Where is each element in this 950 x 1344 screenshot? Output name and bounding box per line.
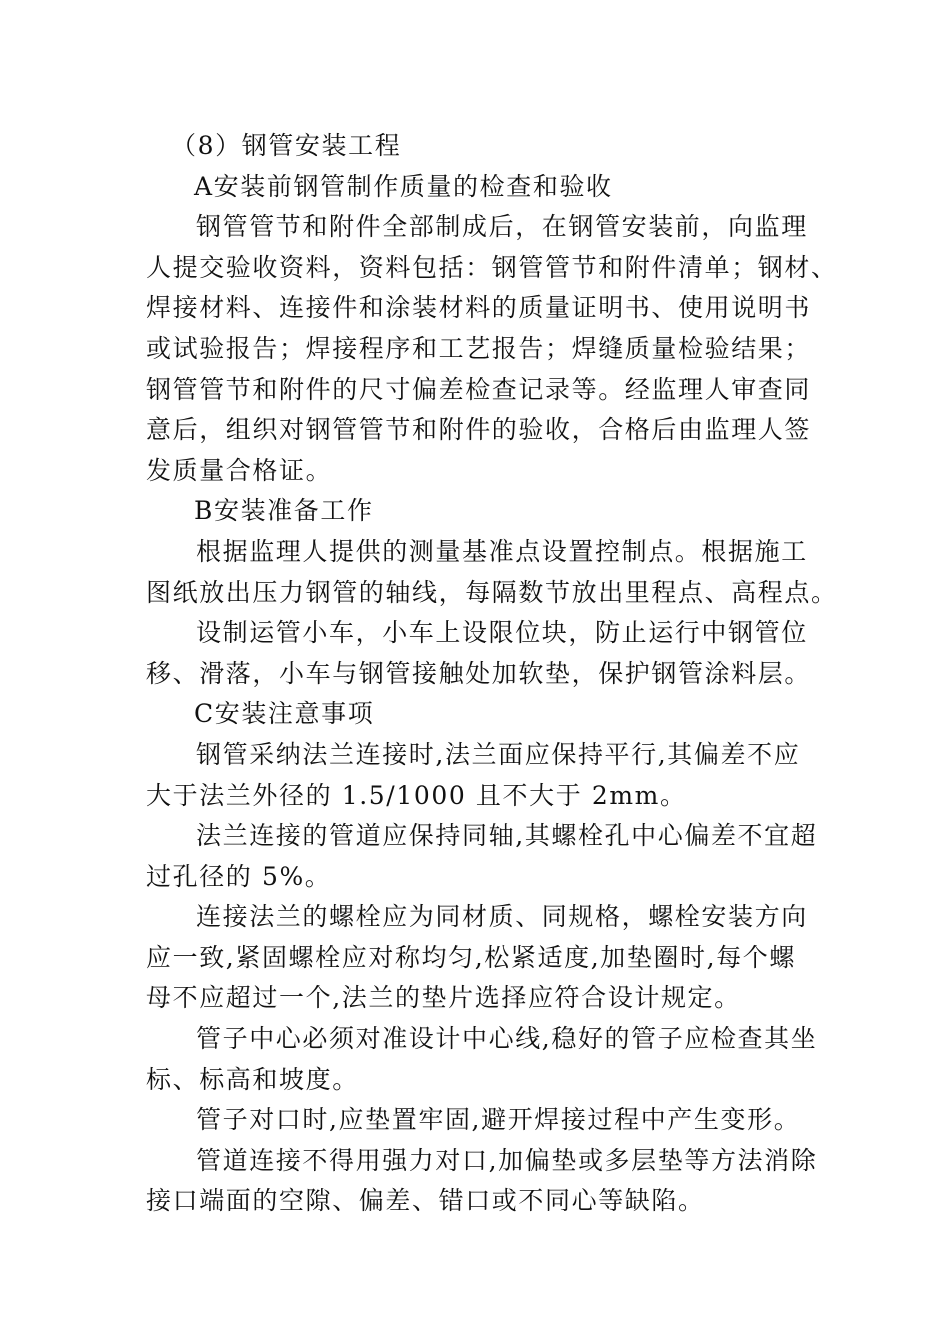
paragraph-line: 应一致,紧固螺栓应对称均匀,松紧适度,加垫圈时,每个螺 [146, 942, 796, 972]
section-title: （8）钢管安装工程 [171, 131, 402, 160]
paragraph-line: 接口端面的空隙、偏差、错口或不同心等缺陷。 [146, 1186, 705, 1216]
paragraph-line: 连接法兰的螺栓应为同材质、同规格，螺栓安装方向 [196, 902, 808, 932]
section-c-paragraph-2 [146, 816, 818, 897]
paragraph-line: 大于法兰外径的 1.5/1000 且不大于 2mm。 [146, 780, 687, 810]
paragraph-line: 标、标高和坡度。 [146, 1064, 359, 1094]
paragraph-line: 管子对口时,应垫置牢固,避开焊接过程中产生变形。 [196, 1105, 801, 1135]
paragraph-line: 管道连接不得用强力对口,加偏垫或多层垫等方法消除 [196, 1145, 818, 1175]
paragraph-line: 法兰连接的管道应保持同轴,其螺栓孔中心偏差不宜超 [196, 821, 818, 851]
section-b-paragraph-2 [146, 613, 812, 694]
section-c-paragraph-1 [146, 735, 806, 816]
paragraph-line: 钢管管节和附件全部制成后，在钢管安装前，向监理 [196, 212, 808, 242]
document-page [146, 126, 838, 1222]
paragraph-line: 发质量合格证。 [146, 455, 333, 485]
paragraph-line: 过孔径的 5%。 [146, 861, 332, 891]
section-c-paragraph-5 [146, 1100, 806, 1141]
paragraph-line: 人提交验收资料，资料包括：钢管管节和附件清单；钢材、 [146, 252, 838, 282]
section-c-paragraph-6 [146, 1141, 818, 1222]
section-c-paragraph-4 [146, 1019, 818, 1100]
paragraph-line: 母不应超过一个,法兰的垫片选择应符合设计规定。 [146, 983, 741, 1013]
section-b-paragraph-1 [146, 532, 838, 613]
paragraph-line: 钢管管节和附件的尺寸偏差检查记录等。经监理人审查同 [146, 374, 812, 404]
paragraph-line: 或试验报告；焊接程序和工艺报告；焊缝质量检验结果； [146, 333, 812, 363]
paragraph-line: 移、滑落，小车与钢管接触处加软垫，保护钢管涂料层。 [146, 658, 812, 688]
paragraph-line: 根据监理人提供的测量基准点设置控制点。根据施工 [196, 536, 808, 566]
paragraph-line: 管子中心必须对准设计中心线,稳好的管子应检查其坐 [196, 1024, 818, 1054]
paragraph-line: 焊接材料、连接件和涂装材料的质量证明书、使用说明书 [146, 293, 812, 323]
paragraph-line: 意后，组织对钢管管节和附件的验收，合格后由监理人签 [146, 415, 812, 445]
section-c-heading: C安装注意事项 [194, 699, 375, 729]
section-a-paragraph [146, 207, 838, 491]
paragraph-line: 设制运管小车，小车上设限位块，防止运行中钢管位 [196, 618, 808, 648]
section-c-paragraph-3 [146, 897, 806, 1019]
paragraph-line: 图纸放出压力钢管的轴线，每隔数节放出里程点、高程点。 [146, 577, 838, 607]
paragraph-line: 钢管采纳法兰连接时,法兰面应保持平行,其偏差不应 [196, 739, 801, 769]
section-b-heading: B安装准备工作 [194, 496, 374, 526]
section-a-heading: A安装前钢管制作质量的检查和验收 [194, 171, 613, 201]
